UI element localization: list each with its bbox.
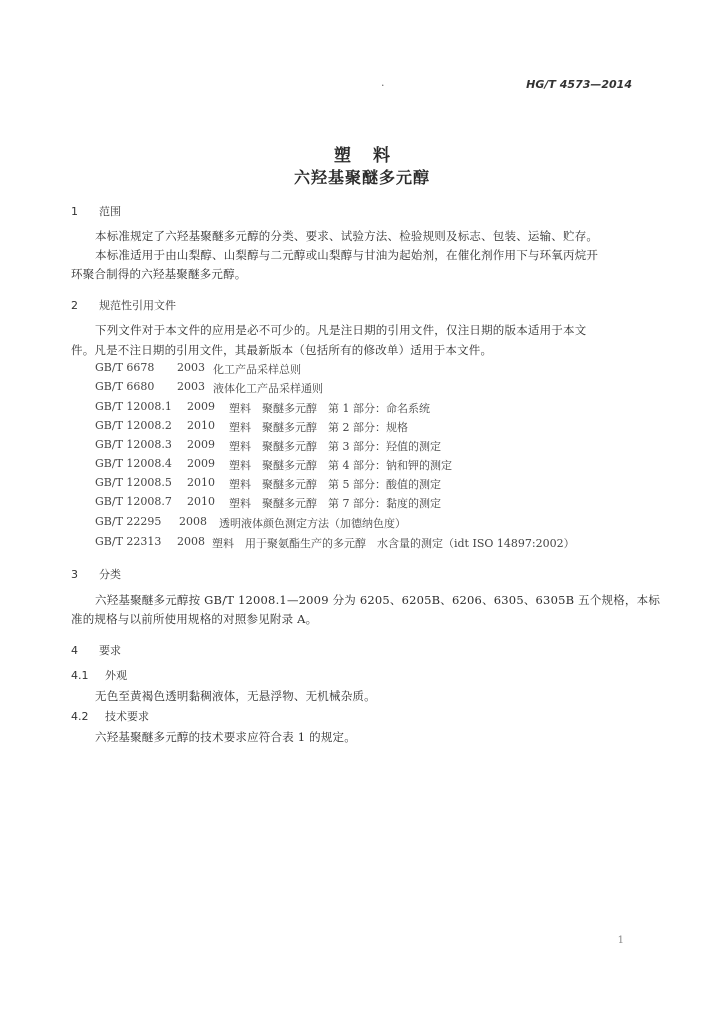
reference-item: [95, 419, 655, 439]
reference-code: GB/T 22313: [95, 535, 162, 548]
reference-item: [95, 438, 655, 458]
reference-year: 2003: [177, 361, 205, 374]
section-title: 技术要求: [105, 710, 149, 723]
section-4-1-heading: [71, 667, 127, 683]
paragraph: 本标准适用于由山梨醇、山梨醇与二元醇或山梨醇与甘油为起始剂，在催化剂作用下与环氧丙烷开: [95, 248, 599, 262]
reference-code: GB/T 12008.7: [95, 495, 172, 508]
section-number: 4.1: [71, 669, 89, 682]
paragraph: 环聚合制得的六羟基聚醚多元醇。: [71, 267, 247, 281]
reference-code: GB/T 12008.4: [95, 457, 172, 470]
section-title: 要求: [99, 644, 121, 657]
reference-title: 塑料 聚醚多元醇 第 2 部分：规格: [229, 421, 408, 434]
section-3-heading: [71, 566, 121, 582]
reference-title: 塑料 聚醚多元醇 第 7 部分：黏度的测定: [229, 497, 441, 510]
reference-item: [95, 457, 655, 477]
paragraph: 准的规格与以前所使用规格的对照参见附录 A。: [71, 612, 318, 626]
header-dot: ·: [381, 79, 385, 92]
reference-code: GB/T 12008.3: [95, 438, 172, 451]
section-number: 2: [71, 299, 78, 312]
reference-title: 透明液体颜色测定方法（加德纳色度）: [219, 517, 406, 530]
section-title: 分类: [99, 568, 121, 581]
reference-code: GB/T 22295: [95, 515, 162, 528]
section-number: 4: [71, 644, 78, 657]
reference-year: 2009: [187, 438, 215, 451]
section-number: 3: [71, 568, 78, 581]
reference-year: 2010: [187, 419, 215, 432]
reference-year: 2010: [187, 476, 215, 489]
reference-year: 2009: [187, 457, 215, 470]
title-line-1: 塑料: [334, 146, 412, 166]
paragraph: 六羟基聚醚多元醇按 GB/T 12008.1—2009 分为 6205、6205B、6206、6305、6305B 五个规格，本标: [95, 593, 661, 607]
section-4-heading: [71, 642, 121, 658]
reference-item: [95, 400, 655, 420]
reference-year: 2010: [187, 495, 215, 508]
section-title: 外观: [105, 669, 127, 682]
reference-code: GB/T 6680: [95, 380, 155, 393]
reference-code: GB/T 12008.2: [95, 419, 172, 432]
reference-title: 化工产品采样总则: [213, 363, 301, 376]
reference-code: GB/T 12008.1: [95, 400, 172, 413]
reference-year: 2003: [177, 380, 205, 393]
reference-item: [95, 535, 655, 555]
reference-year: 2008: [177, 535, 205, 548]
reference-title: 塑料 聚醚多元醇 第 3 部分：羟值的测定: [229, 440, 441, 453]
reference-item: [95, 495, 655, 515]
section-number: 4.2: [71, 710, 89, 723]
reference-title: 塑料 聚醚多元醇 第 4 部分：钠和钾的测定: [229, 459, 452, 472]
reference-year: 2009: [187, 400, 215, 413]
page-number: 1: [617, 935, 624, 946]
section-title: 范围: [99, 205, 121, 218]
section-title: 规范性引用文件: [99, 299, 176, 312]
standard-number: HG/T 4573—2014: [526, 78, 632, 91]
reference-title: 塑料 聚醚多元醇 第 1 部分：命名系统: [229, 402, 430, 415]
reference-title: 塑料 用于聚氨酯生产的多元醇 水含量的测定（idt ISO 14897:2002）: [212, 537, 575, 550]
section-1-heading: [71, 203, 121, 219]
section-4-2-heading: [71, 708, 149, 724]
title-line-2: 六羟基聚醚多元醇: [293, 168, 430, 187]
paragraph: 下列文件对于本文件的应用是必不可少的。凡是注日期的引用文件，仅注日期的版本适用于本文: [95, 323, 587, 337]
section-number: 1: [71, 205, 78, 218]
paragraph: 无色至黄褐色透明黏稠液体，无悬浮物、无机械杂质。: [95, 689, 376, 703]
reference-item: [95, 515, 655, 535]
reference-code: GB/T 6678: [95, 361, 155, 374]
paragraph: 六羟基聚醚多元醇的技术要求应符合表 1 的规定。: [95, 730, 356, 744]
reference-item: [95, 361, 655, 381]
reference-item: [95, 476, 655, 496]
reference-code: GB/T 12008.5: [95, 476, 172, 489]
paragraph: 件。凡是不注日期的引用文件，其最新版本（包括所有的修改单）适用于本文件。: [71, 343, 493, 357]
section-2-heading: [71, 297, 176, 313]
reference-title: 液体化工产品采样通则: [213, 382, 323, 395]
reference-title: 塑料 聚醚多元醇 第 5 部分：酸值的测定: [229, 478, 441, 491]
reference-item: [95, 380, 655, 400]
reference-year: 2008: [179, 515, 207, 528]
paragraph: 本标准规定了六羟基聚醚多元醇的分类、要求、试验方法、检验规则及标志、包装、运输、贮存。: [95, 229, 599, 243]
